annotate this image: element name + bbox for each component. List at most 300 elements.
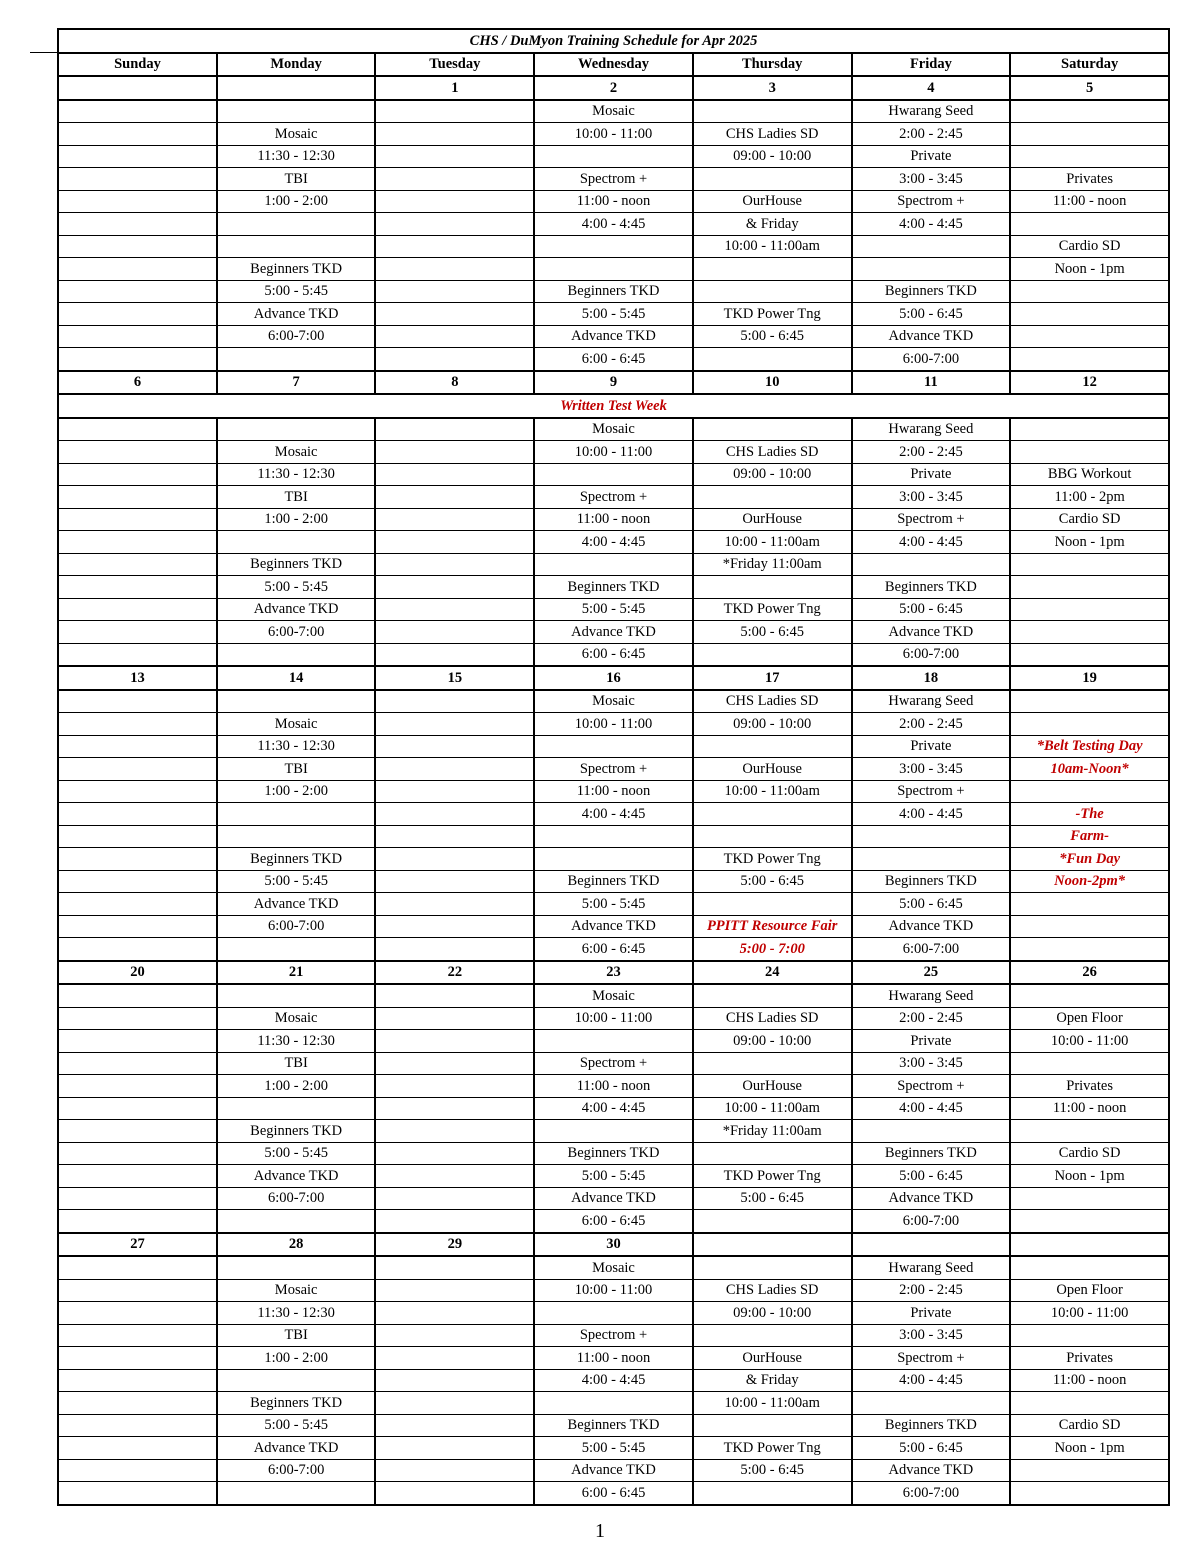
event-cell[interactable]: [1010, 643, 1169, 666]
event-cell[interactable]: 1:00 - 2:00: [217, 1347, 376, 1370]
event-cell[interactable]: Beginners TKD: [534, 1414, 693, 1437]
event-cell[interactable]: Beginners TKD: [217, 1120, 376, 1143]
event-cell[interactable]: [217, 100, 376, 123]
event-cell[interactable]: 10:00 - 11:00: [534, 1007, 693, 1030]
event-cell[interactable]: Mosaic: [534, 100, 693, 123]
date-number-cell[interactable]: [58, 76, 217, 100]
event-cell[interactable]: [58, 848, 217, 871]
event-cell[interactable]: [1010, 280, 1169, 303]
event-cell[interactable]: [375, 463, 534, 486]
event-cell[interactable]: 5:00 - 6:45: [693, 1187, 852, 1210]
date-number-cell[interactable]: [693, 1233, 852, 1257]
event-cell[interactable]: [375, 1075, 534, 1098]
event-cell[interactable]: [217, 938, 376, 961]
event-cell[interactable]: PPITT Resource Fair: [693, 915, 852, 938]
event-cell[interactable]: [375, 145, 534, 168]
event-cell[interactable]: Spectrom +: [534, 1052, 693, 1075]
date-number-cell[interactable]: 16: [534, 666, 693, 690]
event-cell[interactable]: [58, 145, 217, 168]
event-cell[interactable]: [58, 325, 217, 348]
event-cell[interactable]: [217, 803, 376, 826]
date-number-cell[interactable]: 12: [1010, 371, 1169, 395]
event-cell[interactable]: 6:00 - 6:45: [534, 1210, 693, 1233]
event-cell[interactable]: 2:00 - 2:45: [852, 713, 1011, 736]
event-cell[interactable]: [1010, 100, 1169, 123]
date-number-cell[interactable]: 7: [217, 371, 376, 395]
event-cell[interactable]: Private: [852, 145, 1011, 168]
event-cell[interactable]: Hwarang Seed: [852, 1256, 1011, 1279]
event-cell[interactable]: [58, 348, 217, 371]
event-cell[interactable]: Cardio SD: [1010, 1414, 1169, 1437]
event-cell[interactable]: 4:00 - 4:45: [534, 531, 693, 554]
event-cell[interactable]: [58, 1437, 217, 1460]
event-cell[interactable]: 11:30 - 12:30: [217, 735, 376, 758]
event-cell[interactable]: [375, 1459, 534, 1482]
event-cell[interactable]: 10:00 - 11:00: [534, 123, 693, 146]
event-cell[interactable]: Beginners TKD: [852, 280, 1011, 303]
event-cell[interactable]: [375, 1369, 534, 1392]
event-cell[interactable]: [1010, 553, 1169, 576]
event-cell[interactable]: [217, 1369, 376, 1392]
event-cell[interactable]: OurHouse: [693, 190, 852, 213]
event-cell[interactable]: [58, 1097, 217, 1120]
date-number-cell[interactable]: 27: [58, 1233, 217, 1257]
event-cell[interactable]: 6:00-7:00: [217, 915, 376, 938]
event-cell[interactable]: Beginners TKD: [217, 1392, 376, 1415]
event-cell[interactable]: 09:00 - 10:00: [693, 463, 852, 486]
event-cell[interactable]: OurHouse: [693, 1075, 852, 1098]
event-cell[interactable]: 09:00 - 10:00: [693, 1302, 852, 1325]
event-cell[interactable]: [375, 441, 534, 464]
event-cell[interactable]: 11:00 - noon: [534, 1347, 693, 1370]
event-cell[interactable]: [58, 1392, 217, 1415]
date-number-cell[interactable]: 22: [375, 961, 534, 985]
event-cell[interactable]: *Friday 11:00am: [693, 553, 852, 576]
event-cell[interactable]: 11:30 - 12:30: [217, 1030, 376, 1053]
event-cell[interactable]: [693, 1482, 852, 1505]
event-cell[interactable]: 6:00-7:00: [852, 643, 1011, 666]
event-cell[interactable]: BBG Workout: [1010, 463, 1169, 486]
date-number-cell[interactable]: 9: [534, 371, 693, 395]
event-cell[interactable]: [58, 713, 217, 736]
event-cell[interactable]: [58, 1302, 217, 1325]
event-cell[interactable]: [534, 258, 693, 281]
date-number-cell[interactable]: [852, 1233, 1011, 1257]
event-cell[interactable]: [375, 258, 534, 281]
event-cell[interactable]: Beginners TKD: [217, 848, 376, 871]
event-cell[interactable]: 6:00 - 6:45: [534, 348, 693, 371]
event-cell[interactable]: [375, 303, 534, 326]
event-cell[interactable]: 6:00-7:00: [852, 348, 1011, 371]
event-cell[interactable]: [375, 803, 534, 826]
event-cell[interactable]: [375, 1302, 534, 1325]
event-cell[interactable]: [58, 870, 217, 893]
event-cell[interactable]: [534, 825, 693, 848]
date-number-cell[interactable]: 20: [58, 961, 217, 985]
event-cell[interactable]: 10:00 - 11:00am: [693, 1097, 852, 1120]
event-cell[interactable]: Spectrom +: [852, 190, 1011, 213]
event-cell[interactable]: [1010, 1324, 1169, 1347]
event-cell[interactable]: 10:00 - 11:00am: [693, 1392, 852, 1415]
event-cell[interactable]: 10:00 - 11:00: [534, 1279, 693, 1302]
event-cell[interactable]: 1:00 - 2:00: [217, 1075, 376, 1098]
event-cell[interactable]: [58, 441, 217, 464]
event-cell[interactable]: [693, 348, 852, 371]
event-cell[interactable]: 1:00 - 2:00: [217, 190, 376, 213]
event-cell[interactable]: 5:00 - 5:45: [217, 1142, 376, 1165]
event-cell[interactable]: Beginners TKD: [852, 576, 1011, 599]
event-cell[interactable]: 4:00 - 4:45: [852, 531, 1011, 554]
event-cell[interactable]: Cardio SD: [1010, 235, 1169, 258]
event-cell[interactable]: [58, 780, 217, 803]
event-cell[interactable]: [58, 1369, 217, 1392]
event-cell[interactable]: 5:00 - 6:45: [693, 621, 852, 644]
event-cell[interactable]: Beginners TKD: [852, 1414, 1011, 1437]
date-number-cell[interactable]: 5: [1010, 76, 1169, 100]
event-cell[interactable]: [375, 690, 534, 713]
event-cell[interactable]: [375, 848, 534, 871]
event-cell[interactable]: [375, 713, 534, 736]
event-cell[interactable]: [693, 643, 852, 666]
event-cell[interactable]: [1010, 780, 1169, 803]
event-cell[interactable]: 5:00 - 5:45: [217, 870, 376, 893]
event-cell[interactable]: 6:00 - 6:45: [534, 643, 693, 666]
event-cell[interactable]: 10:00 - 11:00: [1010, 1030, 1169, 1053]
event-cell[interactable]: [58, 915, 217, 938]
event-cell[interactable]: [693, 1256, 852, 1279]
date-number-cell[interactable]: 4: [852, 76, 1011, 100]
event-cell[interactable]: TBI: [217, 168, 376, 191]
event-cell[interactable]: Advance TKD: [534, 915, 693, 938]
event-cell[interactable]: TKD Power Tng: [693, 598, 852, 621]
event-cell[interactable]: [375, 280, 534, 303]
event-cell[interactable]: 5:00 - 5:45: [217, 1414, 376, 1437]
date-number-cell[interactable]: [217, 76, 376, 100]
event-cell[interactable]: Beginners TKD: [852, 1142, 1011, 1165]
event-cell[interactable]: Advance TKD: [217, 893, 376, 916]
event-cell[interactable]: 6:00-7:00: [217, 621, 376, 644]
event-cell[interactable]: [534, 1120, 693, 1143]
event-cell[interactable]: 3:00 - 3:45: [852, 1052, 1011, 1075]
event-cell[interactable]: [58, 1007, 217, 1030]
event-cell[interactable]: Spectrom +: [534, 486, 693, 509]
event-cell[interactable]: 4:00 - 4:45: [534, 803, 693, 826]
event-cell[interactable]: [534, 145, 693, 168]
event-cell[interactable]: Cardio SD: [1010, 1142, 1169, 1165]
event-cell[interactable]: 10am-Noon*: [1010, 758, 1169, 781]
event-cell[interactable]: 11:00 - noon: [1010, 1369, 1169, 1392]
event-cell[interactable]: 09:00 - 10:00: [693, 145, 852, 168]
event-cell[interactable]: [693, 576, 852, 599]
event-cell[interactable]: 5:00 - 6:45: [852, 893, 1011, 916]
event-cell[interactable]: [1010, 1120, 1169, 1143]
date-number-cell[interactable]: 28: [217, 1233, 376, 1257]
date-number-cell[interactable]: 13: [58, 666, 217, 690]
event-cell[interactable]: [375, 1210, 534, 1233]
event-cell[interactable]: 11:00 - 2pm: [1010, 486, 1169, 509]
date-number-cell[interactable]: 14: [217, 666, 376, 690]
event-cell[interactable]: Cardio SD: [1010, 508, 1169, 531]
event-cell[interactable]: [375, 100, 534, 123]
event-cell[interactable]: Spectrom +: [852, 508, 1011, 531]
event-cell[interactable]: [58, 1482, 217, 1505]
event-cell[interactable]: [375, 984, 534, 1007]
event-cell[interactable]: [375, 213, 534, 236]
event-cell[interactable]: [375, 598, 534, 621]
event-cell[interactable]: [58, 418, 217, 441]
event-cell[interactable]: [58, 190, 217, 213]
event-cell[interactable]: [375, 168, 534, 191]
date-number-cell[interactable]: 17: [693, 666, 852, 690]
event-cell[interactable]: TKD Power Tng: [693, 1437, 852, 1460]
event-cell[interactable]: [1010, 915, 1169, 938]
event-cell[interactable]: [534, 735, 693, 758]
event-cell[interactable]: [852, 1120, 1011, 1143]
event-cell[interactable]: 1:00 - 2:00: [217, 780, 376, 803]
event-cell[interactable]: Open Floor: [1010, 1279, 1169, 1302]
event-cell[interactable]: 5:00 - 5:45: [217, 576, 376, 599]
event-cell[interactable]: [58, 1120, 217, 1143]
event-cell[interactable]: [217, 1482, 376, 1505]
event-cell[interactable]: [1010, 621, 1169, 644]
event-cell[interactable]: *Fun Day: [1010, 848, 1169, 871]
event-cell[interactable]: [1010, 1210, 1169, 1233]
event-cell[interactable]: [375, 825, 534, 848]
event-cell[interactable]: 5:00 - 6:45: [693, 870, 852, 893]
event-cell[interactable]: CHS Ladies SD: [693, 1279, 852, 1302]
event-cell[interactable]: [375, 915, 534, 938]
event-cell[interactable]: 4:00 - 4:45: [534, 213, 693, 236]
event-cell[interactable]: TKD Power Tng: [693, 1165, 852, 1188]
event-cell[interactable]: 10:00 - 11:00am: [693, 531, 852, 554]
event-cell[interactable]: Spectrom +: [852, 1347, 1011, 1370]
event-cell[interactable]: Open Floor: [1010, 1007, 1169, 1030]
event-cell[interactable]: [217, 531, 376, 554]
event-cell[interactable]: [852, 235, 1011, 258]
event-cell[interactable]: [375, 1142, 534, 1165]
event-cell[interactable]: [58, 168, 217, 191]
event-cell[interactable]: [375, 893, 534, 916]
event-cell[interactable]: [58, 1324, 217, 1347]
event-cell[interactable]: [58, 1165, 217, 1188]
event-cell[interactable]: [693, 1414, 852, 1437]
event-cell[interactable]: [58, 621, 217, 644]
event-cell[interactable]: [1010, 325, 1169, 348]
event-cell[interactable]: Advance TKD: [534, 325, 693, 348]
event-cell[interactable]: [375, 190, 534, 213]
event-cell[interactable]: [534, 553, 693, 576]
event-cell[interactable]: Spectrom +: [534, 758, 693, 781]
event-cell[interactable]: [375, 418, 534, 441]
event-cell[interactable]: [375, 735, 534, 758]
date-number-cell[interactable]: 2: [534, 76, 693, 100]
event-cell[interactable]: Advance TKD: [852, 915, 1011, 938]
event-cell[interactable]: [693, 258, 852, 281]
event-cell[interactable]: CHS Ladies SD: [693, 441, 852, 464]
event-cell[interactable]: [58, 1187, 217, 1210]
event-cell[interactable]: Hwarang Seed: [852, 418, 1011, 441]
event-cell[interactable]: Spectrom +: [534, 168, 693, 191]
event-cell[interactable]: 3:00 - 3:45: [852, 1324, 1011, 1347]
event-cell[interactable]: 4:00 - 4:45: [852, 1369, 1011, 1392]
event-cell[interactable]: 5:00 - 6:45: [852, 598, 1011, 621]
event-cell[interactable]: [217, 235, 376, 258]
event-cell[interactable]: CHS Ladies SD: [693, 1007, 852, 1030]
date-number-cell[interactable]: 1: [375, 76, 534, 100]
event-cell[interactable]: [217, 418, 376, 441]
event-cell[interactable]: [58, 1279, 217, 1302]
event-cell[interactable]: Private: [852, 735, 1011, 758]
event-cell[interactable]: 5:00 - 5:45: [534, 1437, 693, 1460]
event-cell[interactable]: Hwarang Seed: [852, 690, 1011, 713]
event-cell[interactable]: [693, 486, 852, 509]
event-cell[interactable]: 11:30 - 12:30: [217, 1302, 376, 1325]
event-cell[interactable]: [58, 280, 217, 303]
event-cell[interactable]: [534, 1030, 693, 1053]
event-cell[interactable]: [375, 348, 534, 371]
event-cell[interactable]: [1010, 1256, 1169, 1279]
event-cell[interactable]: [693, 735, 852, 758]
event-cell[interactable]: 3:00 - 3:45: [852, 758, 1011, 781]
event-cell[interactable]: Mosaic: [534, 418, 693, 441]
event-cell[interactable]: Beginners TKD: [534, 1142, 693, 1165]
event-cell[interactable]: Private: [852, 1030, 1011, 1053]
event-cell[interactable]: Noon-2pm*: [1010, 870, 1169, 893]
event-cell[interactable]: [58, 1210, 217, 1233]
event-cell[interactable]: [534, 235, 693, 258]
event-cell[interactable]: [1010, 418, 1169, 441]
event-cell[interactable]: TKD Power Tng: [693, 848, 852, 871]
event-cell[interactable]: 6:00 - 6:45: [534, 938, 693, 961]
event-cell[interactable]: [693, 280, 852, 303]
event-cell[interactable]: -The: [1010, 803, 1169, 826]
event-cell[interactable]: [375, 576, 534, 599]
event-cell[interactable]: [217, 1097, 376, 1120]
event-cell[interactable]: [58, 576, 217, 599]
event-cell[interactable]: [1010, 1392, 1169, 1415]
event-cell[interactable]: Beginners TKD: [217, 258, 376, 281]
event-cell[interactable]: 11:00 - noon: [534, 190, 693, 213]
event-cell[interactable]: [375, 1052, 534, 1075]
event-cell[interactable]: 11:30 - 12:30: [217, 463, 376, 486]
event-cell[interactable]: Mosaic: [534, 1256, 693, 1279]
event-cell[interactable]: 2:00 - 2:45: [852, 123, 1011, 146]
event-cell[interactable]: Spectrom +: [852, 780, 1011, 803]
date-number-cell[interactable]: 11: [852, 371, 1011, 395]
event-cell[interactable]: [58, 258, 217, 281]
event-cell[interactable]: [58, 1052, 217, 1075]
event-cell[interactable]: OurHouse: [693, 1347, 852, 1370]
event-cell[interactable]: [217, 643, 376, 666]
event-cell[interactable]: 2:00 - 2:45: [852, 1279, 1011, 1302]
event-cell[interactable]: 6:00-7:00: [852, 938, 1011, 961]
event-cell[interactable]: [1010, 1187, 1169, 1210]
event-cell[interactable]: [852, 825, 1011, 848]
date-number-cell[interactable]: 15: [375, 666, 534, 690]
event-cell[interactable]: 4:00 - 4:45: [852, 803, 1011, 826]
event-cell[interactable]: [375, 1256, 534, 1279]
event-cell[interactable]: Beginners TKD: [534, 870, 693, 893]
event-cell[interactable]: [58, 938, 217, 961]
event-cell[interactable]: 10:00 - 11:00: [1010, 1302, 1169, 1325]
event-cell[interactable]: [58, 213, 217, 236]
event-cell[interactable]: Noon - 1pm: [1010, 1165, 1169, 1188]
event-cell[interactable]: Advance TKD: [534, 1459, 693, 1482]
event-cell[interactable]: [217, 348, 376, 371]
event-cell[interactable]: 10:00 - 11:00am: [693, 235, 852, 258]
event-cell[interactable]: [375, 1097, 534, 1120]
date-number-cell[interactable]: 29: [375, 1233, 534, 1257]
event-cell[interactable]: Privates: [1010, 1347, 1169, 1370]
event-cell[interactable]: CHS Ladies SD: [693, 690, 852, 713]
event-cell[interactable]: Mosaic: [217, 441, 376, 464]
event-cell[interactable]: & Friday: [693, 1369, 852, 1392]
event-cell[interactable]: 6:00-7:00: [217, 1459, 376, 1482]
event-cell[interactable]: 4:00 - 4:45: [534, 1097, 693, 1120]
event-cell[interactable]: [1010, 938, 1169, 961]
event-cell[interactable]: 2:00 - 2:45: [852, 1007, 1011, 1030]
event-cell[interactable]: 11:00 - noon: [1010, 190, 1169, 213]
event-cell[interactable]: 5:00 - 5:45: [534, 598, 693, 621]
event-cell[interactable]: [693, 100, 852, 123]
event-cell[interactable]: [852, 553, 1011, 576]
event-cell[interactable]: [693, 803, 852, 826]
event-cell[interactable]: [58, 1459, 217, 1482]
event-cell[interactable]: [58, 598, 217, 621]
event-cell[interactable]: Mosaic: [534, 690, 693, 713]
event-cell[interactable]: [375, 758, 534, 781]
event-cell[interactable]: [1010, 441, 1169, 464]
event-cell[interactable]: [375, 1007, 534, 1030]
event-cell[interactable]: Advance TKD: [217, 1165, 376, 1188]
event-cell[interactable]: [217, 213, 376, 236]
event-cell[interactable]: [58, 463, 217, 486]
event-cell[interactable]: Noon - 1pm: [1010, 531, 1169, 554]
event-cell[interactable]: 6:00-7:00: [852, 1482, 1011, 1505]
event-cell[interactable]: 11:00 - noon: [534, 780, 693, 803]
event-cell[interactable]: [693, 893, 852, 916]
event-cell[interactable]: 5:00 - 6:45: [852, 1165, 1011, 1188]
event-cell[interactable]: 6:00-7:00: [852, 1210, 1011, 1233]
event-cell[interactable]: 5:00 - 5:45: [217, 280, 376, 303]
event-cell[interactable]: 09:00 - 10:00: [693, 713, 852, 736]
event-cell[interactable]: & Friday: [693, 213, 852, 236]
date-number-cell[interactable]: 3: [693, 76, 852, 100]
event-cell[interactable]: [534, 848, 693, 871]
event-cell[interactable]: 11:30 - 12:30: [217, 145, 376, 168]
event-cell[interactable]: [693, 168, 852, 191]
event-cell[interactable]: [375, 1392, 534, 1415]
date-number-cell[interactable]: 21: [217, 961, 376, 985]
event-cell[interactable]: 5:00 - 5:45: [534, 893, 693, 916]
date-number-cell[interactable]: 24: [693, 961, 852, 985]
event-cell[interactable]: OurHouse: [693, 508, 852, 531]
event-cell[interactable]: 4:00 - 4:45: [852, 1097, 1011, 1120]
event-cell[interactable]: [58, 1414, 217, 1437]
event-cell[interactable]: 1:00 - 2:00: [217, 508, 376, 531]
event-cell[interactable]: 5:00 - 7:00: [693, 938, 852, 961]
event-cell[interactable]: *Friday 11:00am: [693, 1120, 852, 1143]
event-cell[interactable]: [534, 463, 693, 486]
event-cell[interactable]: [1010, 576, 1169, 599]
event-cell[interactable]: [58, 803, 217, 826]
event-cell[interactable]: TBI: [217, 1324, 376, 1347]
event-cell[interactable]: Private: [852, 463, 1011, 486]
event-cell[interactable]: OurHouse: [693, 758, 852, 781]
event-cell[interactable]: Mosaic: [217, 713, 376, 736]
event-cell[interactable]: [375, 1279, 534, 1302]
event-cell[interactable]: [375, 123, 534, 146]
